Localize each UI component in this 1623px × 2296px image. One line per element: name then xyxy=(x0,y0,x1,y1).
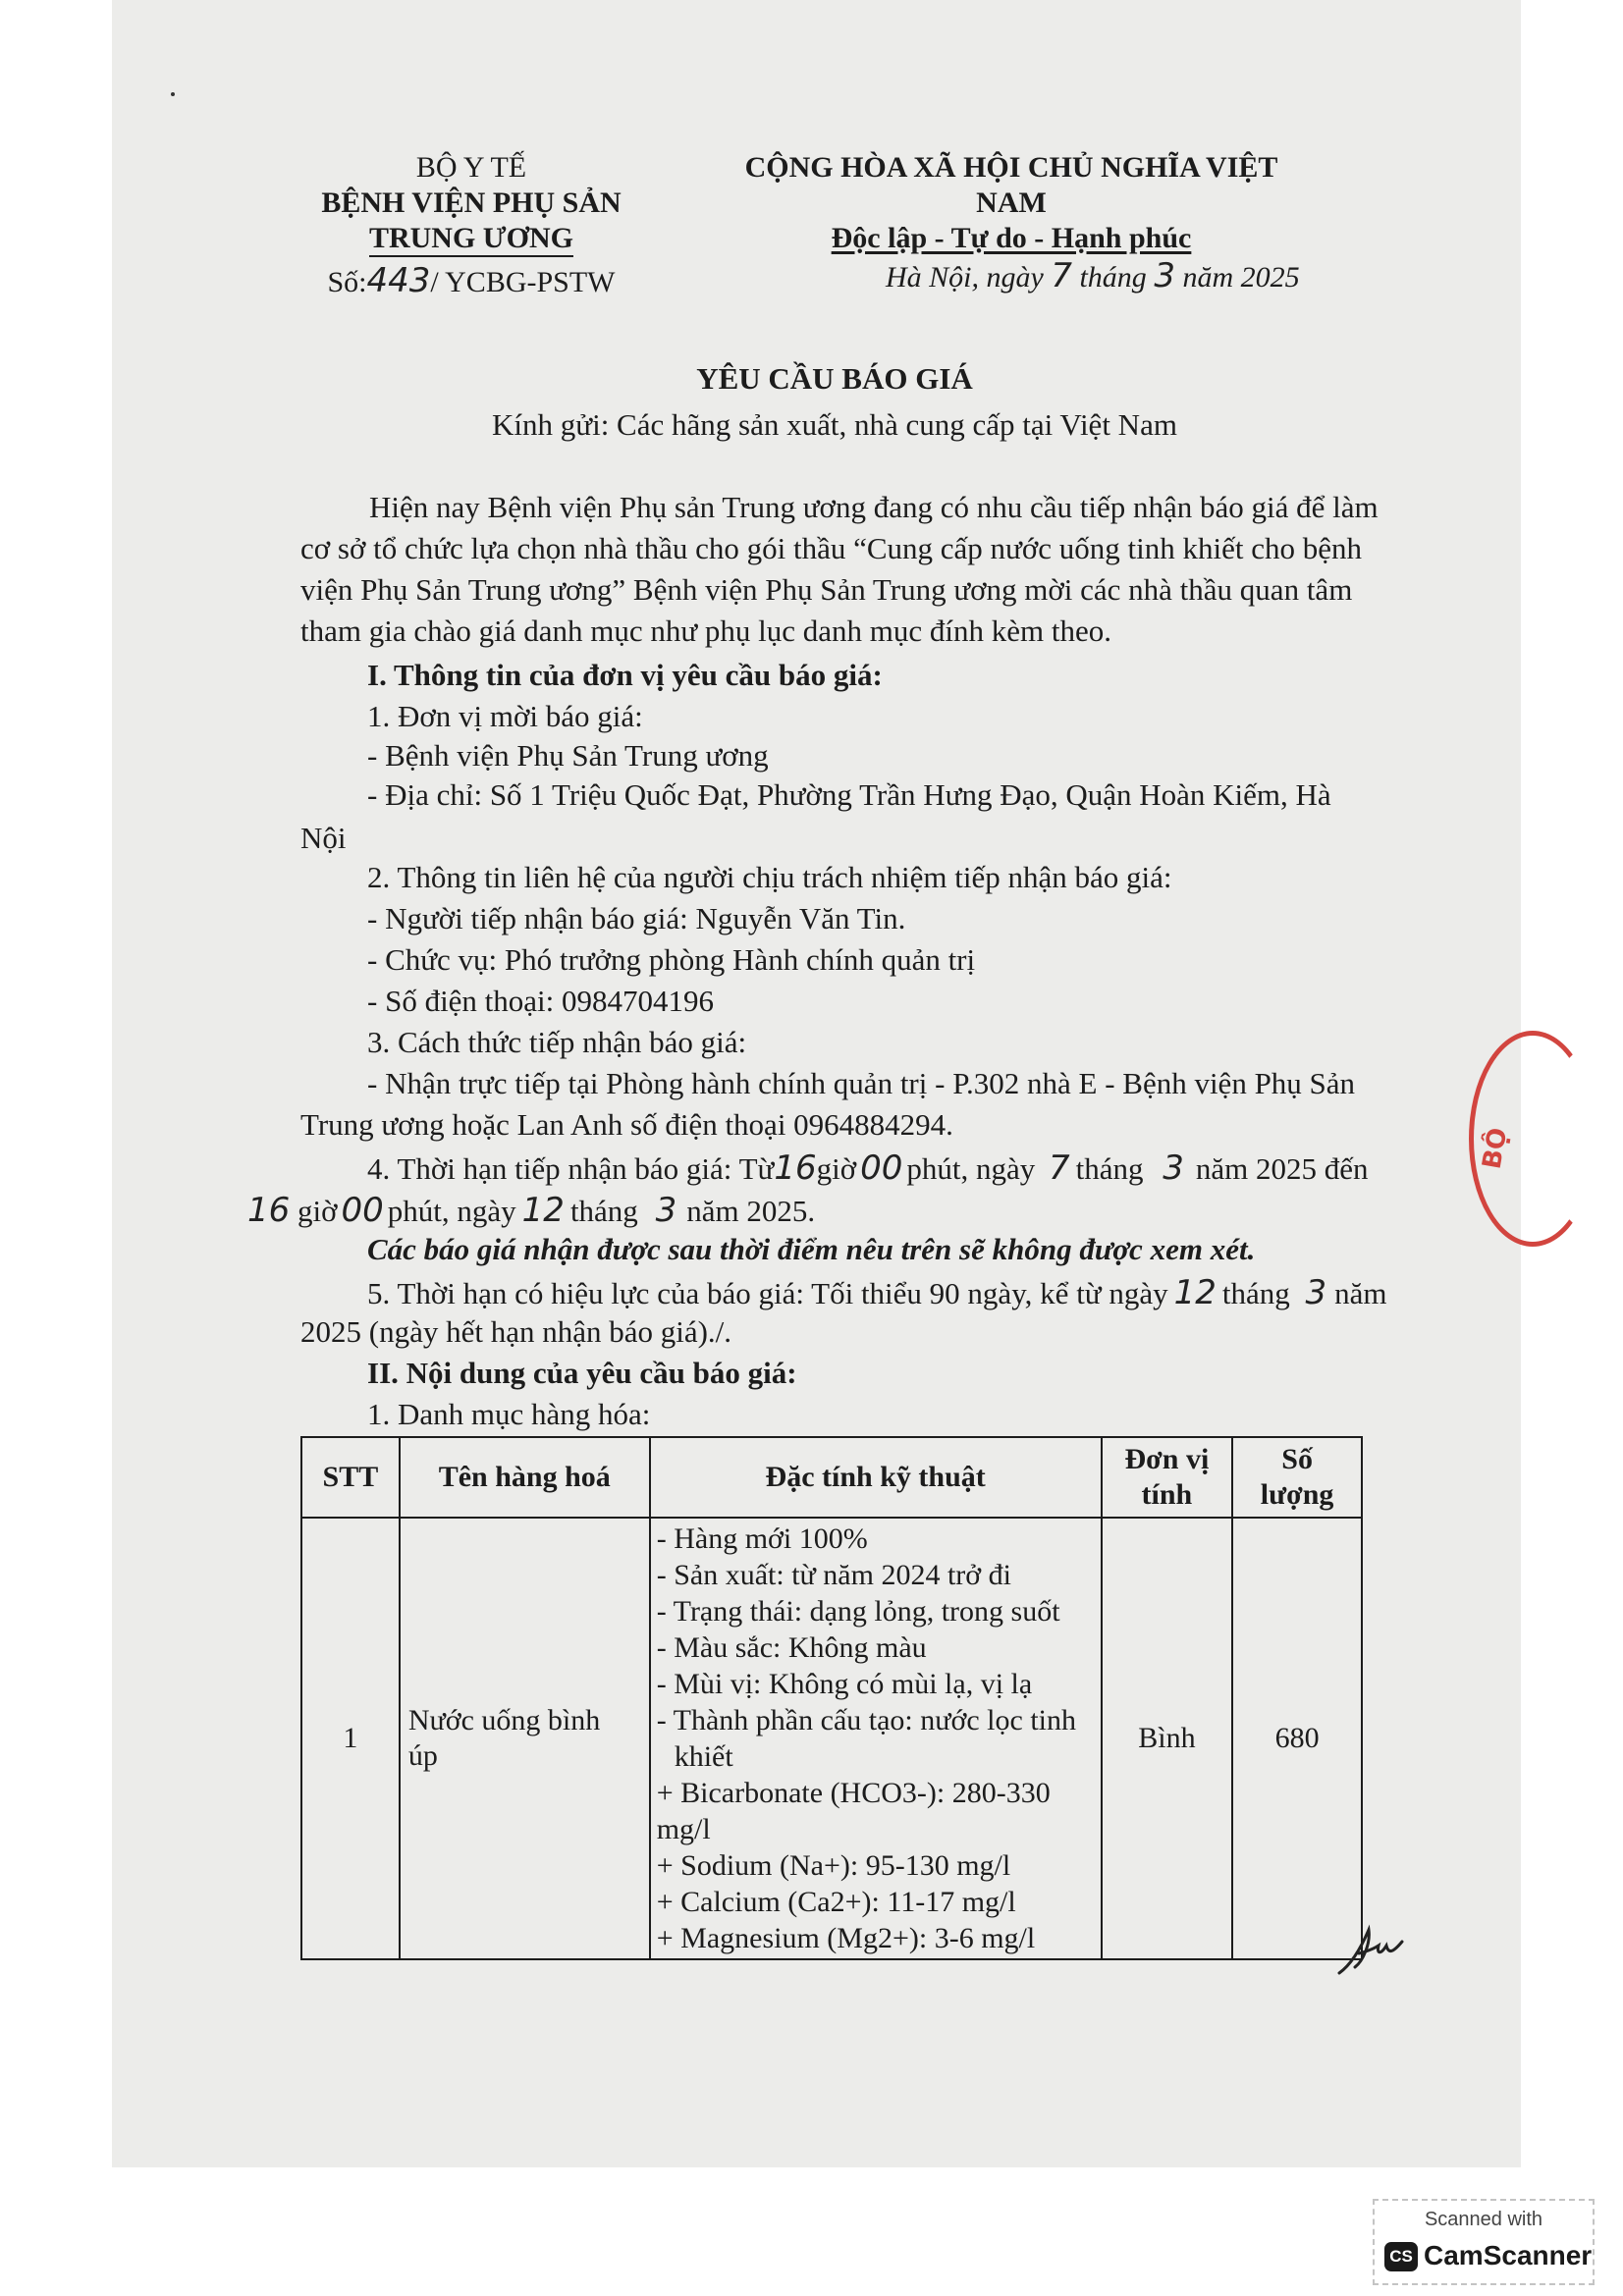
handwritten-day: 7 xyxy=(1051,256,1072,295)
cell-spec xyxy=(650,1518,1102,1959)
header-stt: STT xyxy=(301,1437,400,1518)
address-line-1: - Địa chỉ: Số 1 Triệu Quốc Đạt, Phường Trần Hưng Đạo, Quận Hoàn Kiếm, Hà xyxy=(367,777,1331,812)
item-1-title: 1. Đơn vị mời báo giá: xyxy=(367,699,643,733)
section-1-heading: I. Thông tin của đơn vị yêu cầu báo giá: xyxy=(367,658,883,692)
cell-quantity: 680 xyxy=(1232,1518,1362,1959)
section-2-heading: II. Nội dung của yêu cầu báo giá: xyxy=(367,1356,797,1390)
spec-line: - Thành phần cấu tạo: nước lọc tinh xyxy=(656,1704,1076,1736)
scanned-with-label: Scanned with xyxy=(1424,2209,1543,2230)
spec-line: - Mùi vị: Không có mùi lạ, vị lạ xyxy=(656,1668,1033,1700)
spec-line: mg/l xyxy=(656,1813,711,1845)
spec-line: + Bicarbonate (HCO3-): 280-330 xyxy=(656,1777,1051,1809)
hospital-name-line1: BỆNH VIỆN PHỤ SẢN xyxy=(321,187,622,219)
cell-item-name: Nước uống bình úp xyxy=(400,1518,650,1959)
spec-line: - Màu sắc: Không màu xyxy=(656,1631,927,1664)
spec-line: + Magnesium (Mg2+): 3-6 mg/l xyxy=(656,1922,1036,1954)
handwritten-month-to: 3 xyxy=(655,1191,677,1230)
header-spec: Đặc tính kỹ thuật xyxy=(650,1437,1102,1518)
handwritten-hour-from: 16 xyxy=(774,1148,817,1188)
table-row xyxy=(301,1518,1362,1959)
spec-line: - Hàng mới 100% xyxy=(656,1522,868,1555)
national-motto: Độc lập - Tự do - Hạnh phúc xyxy=(831,222,1192,254)
cell-unit: Bình xyxy=(1102,1518,1233,1959)
late-quote-notice: Các báo giá nhận được sau thời điểm nêu trên sẽ không được xem xét. xyxy=(367,1232,1256,1266)
handwritten-validity-day: 12 xyxy=(1173,1273,1217,1312)
unit-name: - Bệnh viện Phụ Sản Trung ương xyxy=(367,738,769,773)
intro-line-3: viện Phụ Sản Trung ương” Bệnh viện Phụ Sản Trung ương mời các nhà thầu quan tâm xyxy=(300,572,1353,607)
item-3-title: 3. Cách thức tiếp nhận báo giá: xyxy=(367,1025,747,1059)
handwritten-initials xyxy=(1333,1924,1412,1983)
intro-line-4: tham gia chào giá danh mục như phụ lục danh mục đính kèm theo. xyxy=(300,614,1112,648)
stamp-text: BỘ xyxy=(1477,1125,1514,1172)
handwritten-day-to: 12 xyxy=(521,1191,565,1230)
receiver-phone: - Số điện thoại: 0984704196 xyxy=(367,984,715,1018)
hospital-name-line2: TRUNG ƯƠNG xyxy=(369,222,573,257)
handwritten-validity-month: 3 xyxy=(1305,1273,1327,1312)
header-unit: Đơn vị tính xyxy=(1102,1437,1233,1518)
method-line-1: - Nhận trực tiếp tại Phòng hành chính quản trị - P.302 nhà E - Bệnh viện Phụ Sản xyxy=(367,1066,1356,1100)
camscanner-watermark xyxy=(1373,2199,1595,2285)
header-quantity: Số lượng xyxy=(1232,1437,1362,1518)
handwritten-month: 3 xyxy=(1154,256,1175,295)
country-name: CỘNG HÒA XÃ HỘI CHỦ NGHĨA VIỆT NAM xyxy=(744,151,1278,219)
spec-line: - Trạng thái: dạng lỏng, trong suốt xyxy=(656,1595,1060,1628)
recipient-line: Kính gửi: Các hãng sản xuất, nhà cung cấp tại Việt Nam xyxy=(492,407,1177,442)
item-2-title: 2. Thông tin liên hệ của người chịu trách nhiệm tiếp nhận báo giá: xyxy=(367,860,1172,894)
goods-list-title: 1. Danh mục hàng hóa: xyxy=(367,1397,651,1431)
cell-stt: 1 xyxy=(301,1518,400,1959)
item-4-line-1: 4. Thời hạn tiếp nhận báo giá: Từ16giờ 00 phút, ngày 7 tháng 3 năm 2025 đến xyxy=(367,1148,1369,1188)
document-date: Hà Nội, ngày 7 tháng 3 năm 2025 xyxy=(886,256,1300,295)
header-right xyxy=(717,150,1306,256)
handwritten-doc-number: 443 xyxy=(366,261,431,300)
goods-table xyxy=(300,1436,1363,1960)
header-item-name: Tên hàng hoá xyxy=(400,1437,650,1518)
item-4-line-2: 16 giờ 00 phút, ngày 12 tháng 3 năm 2025. xyxy=(247,1191,816,1230)
receiver-name: - Người tiếp nhận báo giá: Nguyễn Văn Tin. xyxy=(367,901,906,935)
camscanner-name: CamScanner xyxy=(1424,2240,1593,2270)
item-5-line-1: 5. Thời hạn có hiệu lực của báo giá: Tối thiểu 90 ngày, kể từ ngày 12 tháng 3 năm xyxy=(367,1273,1387,1312)
method-line-2: Trung ương hoặc Lan Anh số điện thoại 0964884294. xyxy=(300,1107,953,1142)
intro-paragraph xyxy=(300,487,1379,652)
header-left xyxy=(295,150,648,300)
handwritten-month-from: 3 xyxy=(1163,1148,1184,1188)
spec-line: khiết xyxy=(674,1740,733,1773)
spec-line: + Sodium (Na+): 95-130 mg/l xyxy=(656,1849,1011,1882)
handwritten-minute-to: 00 xyxy=(341,1191,384,1230)
spec-line: + Calcium (Ca2+): 11-17 mg/l xyxy=(656,1886,1016,1918)
intro-line-2: cơ sở tổ chức lựa chọn nhà thầu cho gói thầu “Cung cấp nước uống tinh khiết cho bệnh xyxy=(300,531,1362,565)
table-header-row xyxy=(301,1437,1362,1518)
handwritten-hour-to: 16 xyxy=(247,1191,291,1230)
address-line-2: Nội xyxy=(300,821,347,855)
document-title: YÊU CẦU BÁO GIÁ xyxy=(696,361,973,396)
handwritten-day-from: 7 xyxy=(1048,1148,1070,1188)
handwritten-minute-from: 00 xyxy=(860,1148,903,1188)
intro-line-1: Hiện nay Bệnh viện Phụ sản Trung ương đang có nhu cầu tiếp nhận báo giá để làm xyxy=(369,490,1379,524)
receiver-position: - Chức vụ: Phó trưởng phòng Hành chính quản trị xyxy=(367,942,976,977)
camscanner-logo-icon: CS xyxy=(1384,2242,1418,2271)
spec-line: - Sản xuất: từ năm 2024 trở đi xyxy=(656,1559,1011,1591)
item-5-line-2: 2025 (ngày hết hạn nhận báo giá)./. xyxy=(300,1314,732,1349)
scan-speck xyxy=(171,92,175,96)
document-number: Số:443/ YCBG-PSTW xyxy=(327,261,616,300)
ministry-name: BỘ Y TẾ xyxy=(415,151,527,184)
